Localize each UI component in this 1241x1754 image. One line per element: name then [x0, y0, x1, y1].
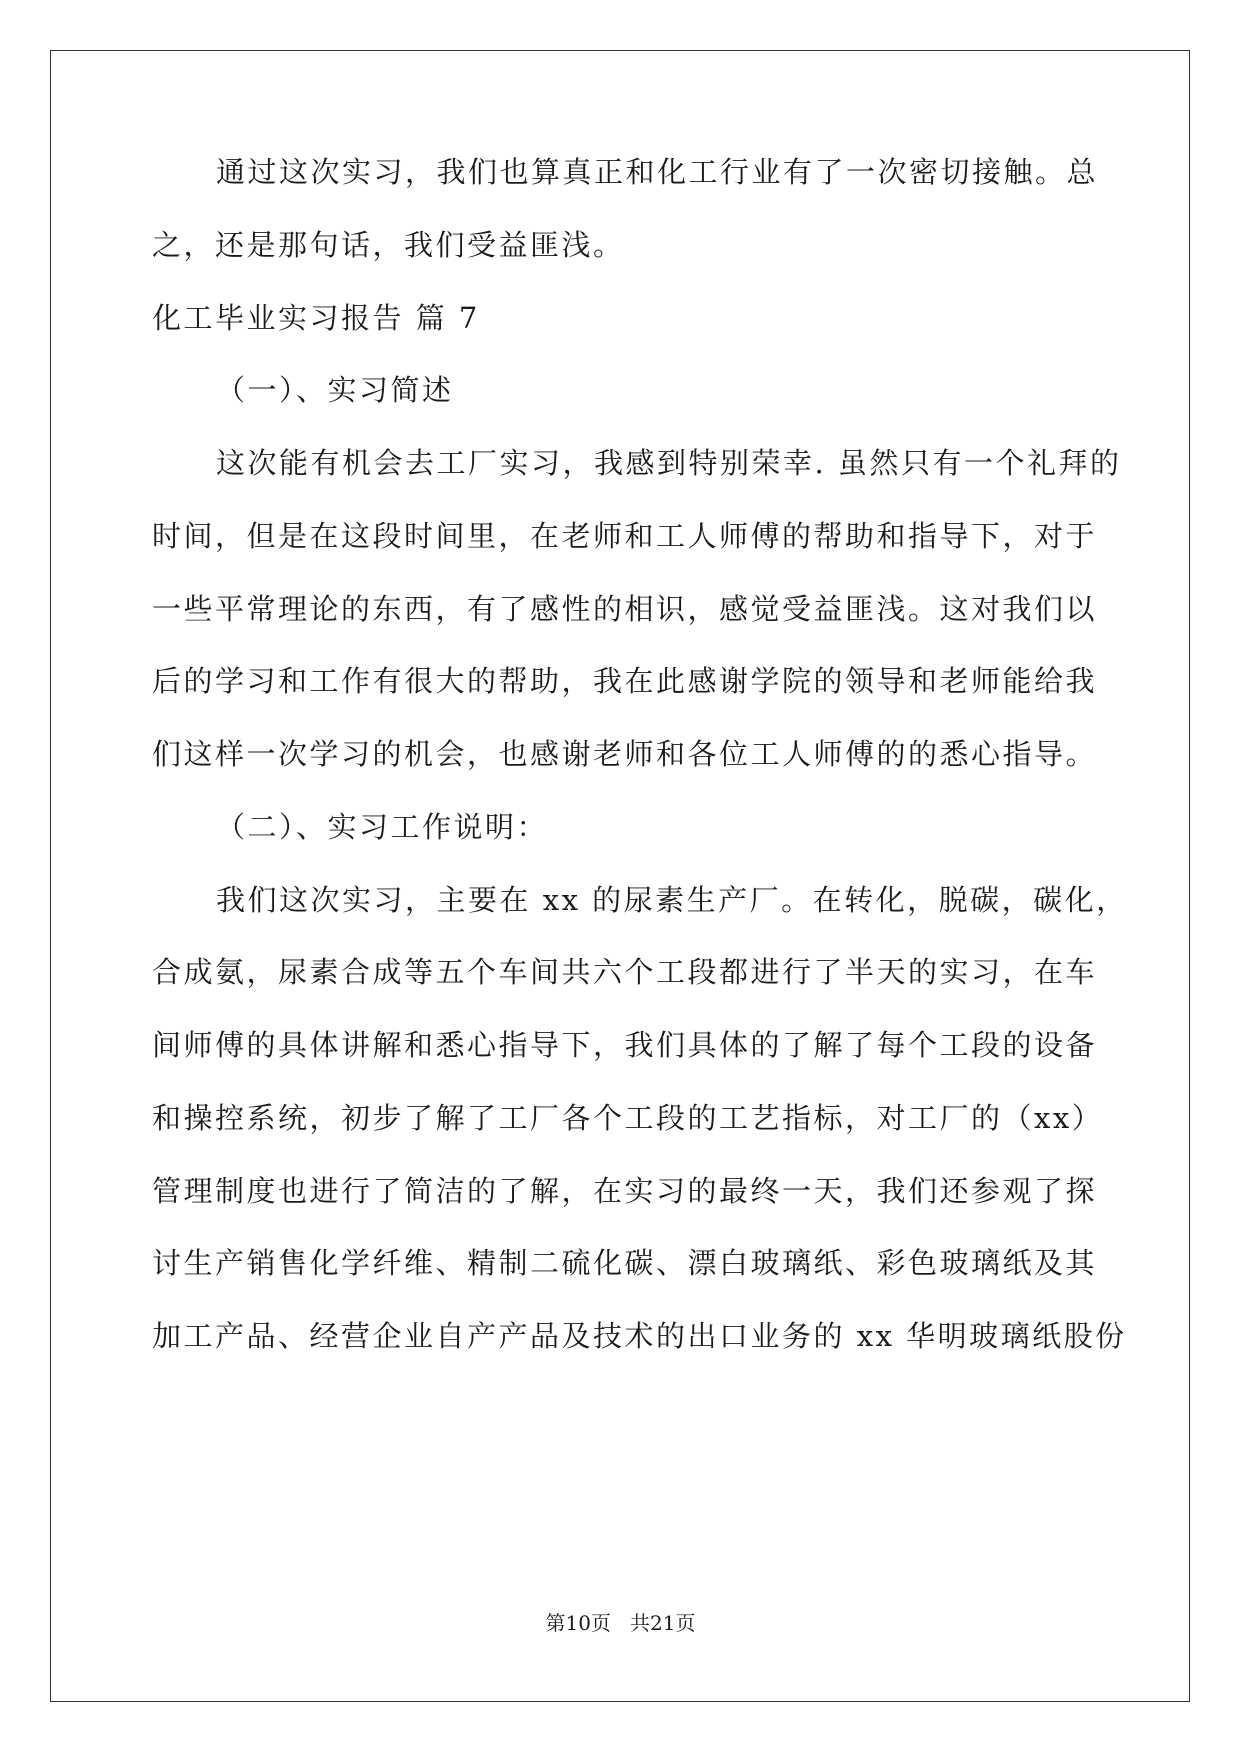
paragraph-line: 合成氨，尿素合成等五个车间共六个工段都进行了半天的实习，在车 — [152, 955, 1098, 989]
page-number-footer: 第10页 共21页 — [545, 1611, 696, 1635]
paragraph-line: 间师傅的具体讲解和悉心指导下，我们具体的了解了每个工段的设备 — [152, 1028, 1098, 1062]
paragraph-line: 一些平常理论的东西，有了感性的相识，感觉受益匪浅。这对我们以 — [152, 592, 1098, 626]
subsection-heading: （二）、实习工作说明： — [216, 810, 549, 844]
paragraph-line: 这次能有机会去工厂实习，我感到特别荣幸. 虽然只有一个礼拜的 — [216, 446, 1122, 480]
paragraph-line: 们这样一次学习的机会，也感谢老师和各位工人师傅的的悉心指导。 — [152, 737, 1098, 771]
paragraph-line: 之，还是那句话，我们受益匪浅。 — [152, 228, 625, 262]
paragraph-line: 加工产品、经营企业自产产品及技术的出口业务的 xx 华明玻璃纸股份 — [152, 1319, 1127, 1353]
paragraph-line: 我们这次实习，主要在 xx 的尿素生产厂。在转化，脱碳，碳化， — [216, 883, 1128, 917]
paragraph-line: 通过这次实习，我们也算真正和化工行业有了一次密切接触。总 — [216, 155, 1099, 189]
paragraph-line: 时间，但是在这段时间里，在老师和工人师傅的帮助和指导下，对于 — [152, 519, 1098, 553]
section-title: 化工毕业实习报告 篇 7 — [152, 301, 480, 335]
paragraph-line: 讨生产销售化学纤维、精制二硫化碳、漂白玻璃纸、彩色玻璃纸及其 — [152, 1246, 1098, 1280]
subsection-heading: （一）、实习简述 — [216, 373, 454, 407]
paragraph-line: 和操控系统，初步了解了工厂各个工段的工艺指标，对工厂的（xx） — [152, 1101, 1104, 1135]
paragraph-line: 后的学习和工作有很大的帮助，我在此感谢学院的领导和老师能给我 — [152, 664, 1098, 698]
paragraph-line: 管理制度也进行了简洁的了解，在实习的最终一天，我们还参观了探 — [152, 1174, 1098, 1208]
